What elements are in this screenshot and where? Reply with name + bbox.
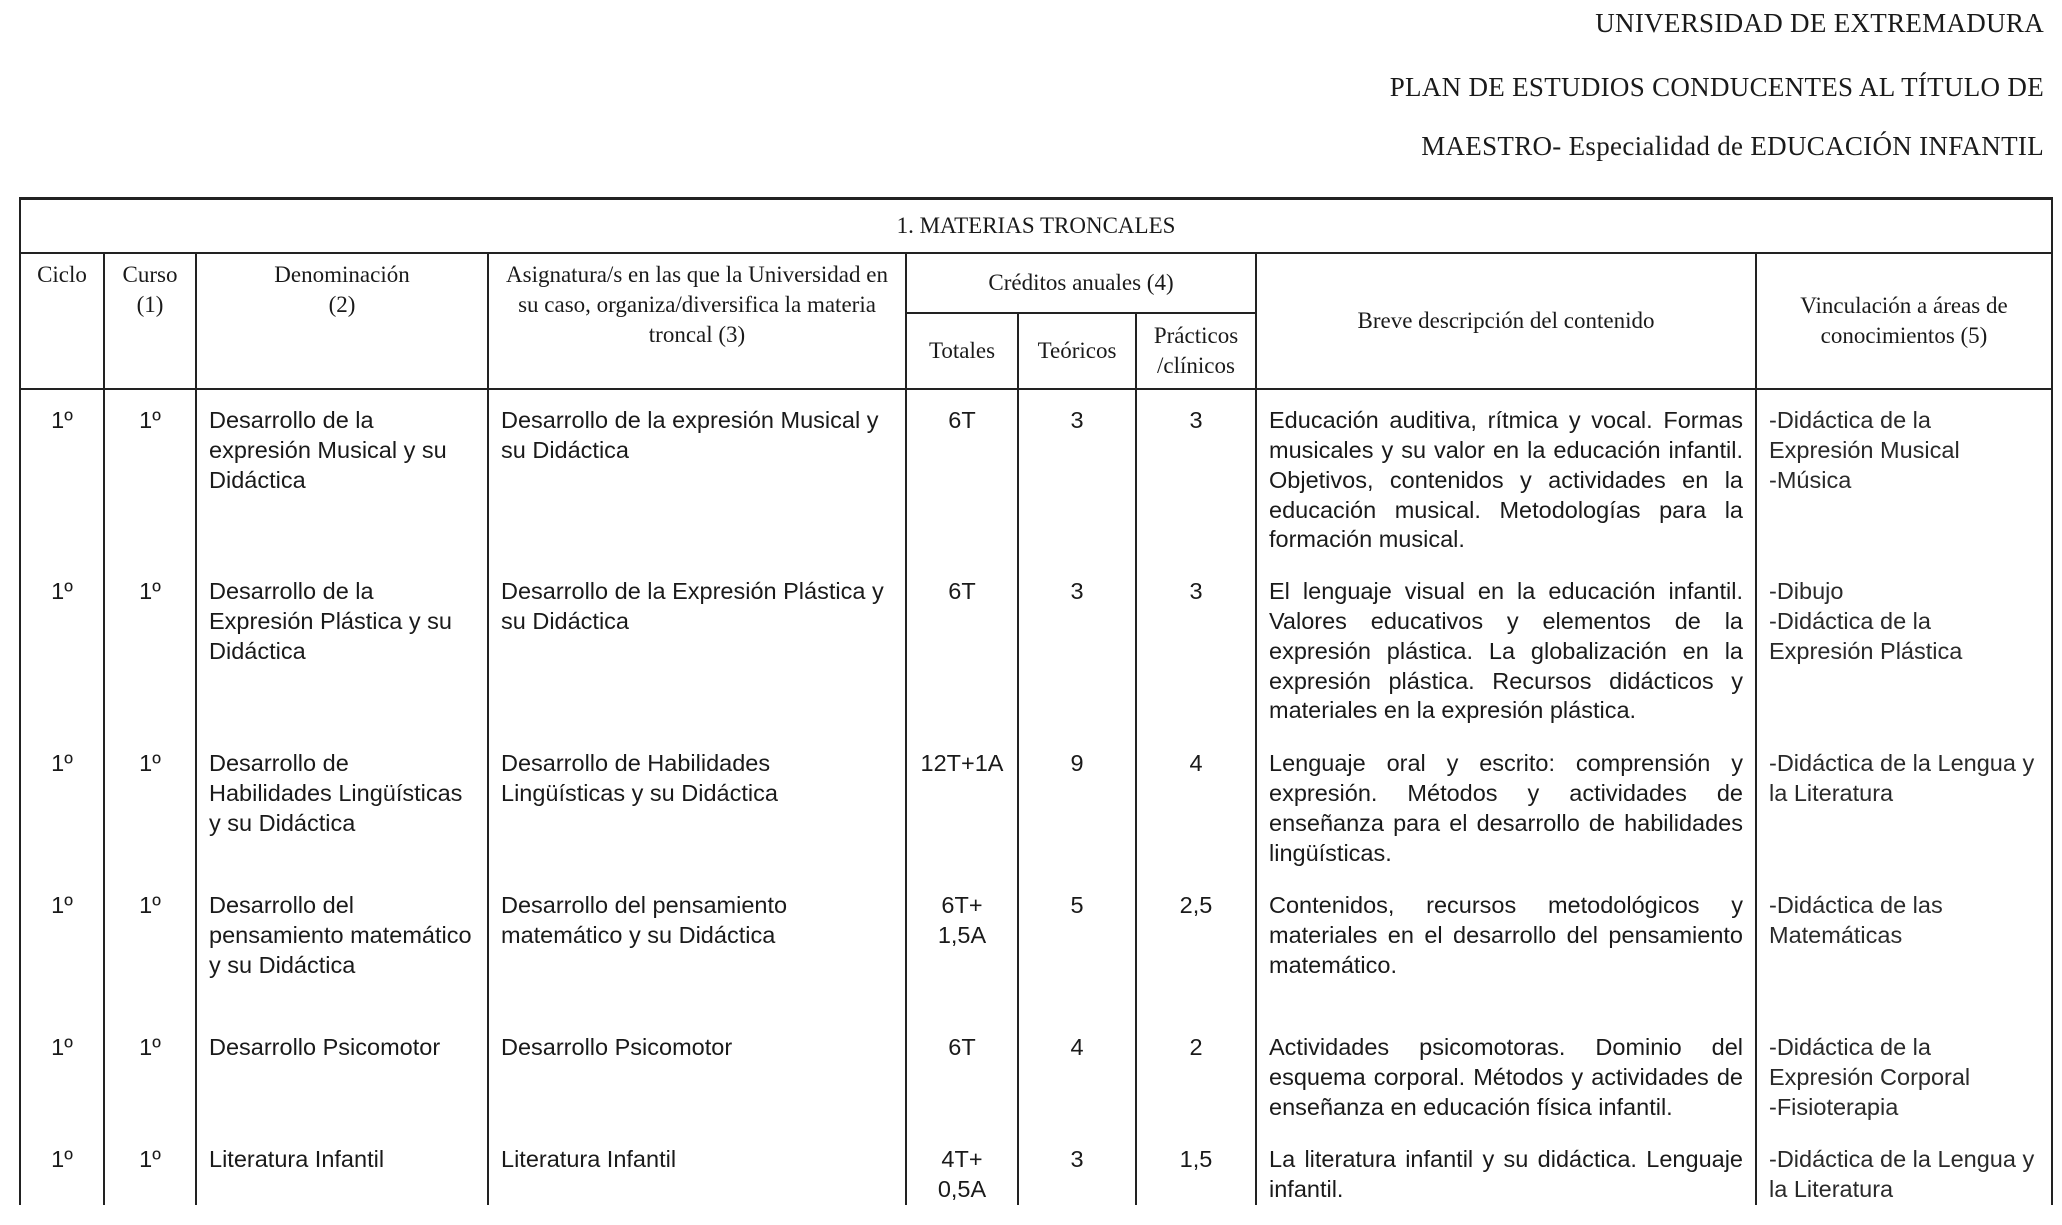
table-title: 1. MATERIAS TRONCALES: [20, 199, 2052, 254]
table-row: [20, 739, 2052, 881]
cell-practicos: 3: [1136, 567, 1256, 739]
cell-totales: 6T: [906, 567, 1018, 739]
cell-ciclo: 1º: [20, 567, 104, 739]
cell-descripcion: Educación auditiva, rítmica y vocal. Formas musicales y su valor en la educación infantil. Objetivos, contenidos y actividades en la educación musical. Metodologías para la formación musical.: [1256, 389, 1756, 567]
cell-ciclo: 1º: [20, 389, 104, 567]
header-specialty: MAESTRO- Especialidad de EDUCACIÓN INFANTIL: [1421, 131, 2044, 161]
cell-curso: 1º: [104, 389, 196, 567]
table-row: [20, 881, 2052, 1023]
col-vinculacion: Vinculación a áreas de conocimientos (5): [1756, 253, 2052, 389]
cell-curso: 1º: [104, 739, 196, 881]
header-plan-title: PLAN DE ESTUDIOS CONDUCENTES AL TÍTULO DE: [1389, 72, 2044, 102]
cell-descripcion: Contenidos, recursos metodológicos y materiales en el desarrollo del pensamiento matemático.: [1256, 881, 1756, 1023]
cell-teoricos: 3: [1018, 389, 1136, 567]
cell-descripcion: La literatura infantil y su didáctica. Lenguaje infantil.: [1256, 1135, 1756, 1205]
col-curso: Curso (1): [104, 253, 196, 389]
cell-vinculacion: -Didáctica de la Expresión Corporal -Fisioterapia: [1756, 1023, 2052, 1135]
cell-ciclo: 1º: [20, 881, 104, 1023]
cell-curso: 1º: [104, 567, 196, 739]
header-university: UNIVERSIDAD DE EXTREMADURA: [1595, 8, 2044, 38]
cell-teoricos: 3: [1018, 567, 1136, 739]
table-row: [20, 1023, 2052, 1135]
col-practicos: Prácticos /clínicos: [1136, 313, 1256, 389]
cell-ciclo: 1º: [20, 1135, 104, 1205]
cell-vinculacion: -Didáctica de la Expresión Musical -Música: [1756, 389, 2052, 567]
cell-practicos: 4: [1136, 739, 1256, 881]
cell-ciclo: 1º: [20, 1023, 104, 1135]
cell-teoricos: 3: [1018, 1135, 1136, 1205]
cell-descripcion: Lenguaje oral y escrito: comprensión y expresión. Métodos y actividades de enseñanza para el desarrollo de habilidades lingüísticas.: [1256, 739, 1756, 881]
cell-practicos: 2,5: [1136, 881, 1256, 1023]
cell-practicos: 1,5: [1136, 1135, 1256, 1205]
cell-asignatura: Desarrollo de la expresión Musical y su Didáctica: [488, 389, 906, 567]
table-row: [20, 1135, 2052, 1205]
cell-curso: 1º: [104, 1023, 196, 1135]
table-row: [20, 567, 2052, 739]
table-row: [20, 389, 2052, 567]
cell-totales: 12T+1A: [906, 739, 1018, 881]
cell-asignatura: Literatura Infantil: [488, 1135, 906, 1205]
cell-denominacion: Desarrollo de Habilidades Lingüísticas y su Didáctica: [196, 739, 488, 881]
cell-totales: 4T+ 0,5A: [906, 1135, 1018, 1205]
cell-denominacion: Desarrollo de la Expresión Plástica y su Didáctica: [196, 567, 488, 739]
cell-teoricos: 9: [1018, 739, 1136, 881]
col-teoricos: Teóricos: [1018, 313, 1136, 389]
cell-vinculacion: -Dibujo -Didáctica de la Expresión Plástica: [1756, 567, 2052, 739]
materias-troncales-table: [19, 197, 2053, 1205]
cell-descripcion: El lenguaje visual en la educación infantil. Valores educativos y elementos de la expresión plástica. La globalización en la expresión plástica. Recursos didácticos y materiales en la expresión plástica.: [1256, 567, 1756, 739]
cell-denominacion: Desarrollo de la expresión Musical y su Didáctica: [196, 389, 488, 567]
col-totales: Totales: [906, 313, 1018, 389]
cell-totales: 6T: [906, 1023, 1018, 1135]
cell-vinculacion: -Didáctica de la Lengua y la Literatura: [1756, 1135, 2052, 1205]
cell-denominacion: Literatura Infantil: [196, 1135, 488, 1205]
cell-denominacion: Desarrollo Psicomotor: [196, 1023, 488, 1135]
cell-ciclo: 1º: [20, 739, 104, 881]
col-ciclo: Ciclo: [20, 253, 104, 389]
cell-asignatura: Desarrollo del pensamiento matemático y su Didáctica: [488, 881, 906, 1023]
cell-totales: 6T: [906, 389, 1018, 567]
cell-teoricos: 5: [1018, 881, 1136, 1023]
cell-curso: 1º: [104, 1135, 196, 1205]
cell-practicos: 3: [1136, 389, 1256, 567]
col-descripcion: Breve descripción del contenido: [1256, 253, 1756, 389]
cell-curso: 1º: [104, 881, 196, 1023]
cell-practicos: 2: [1136, 1023, 1256, 1135]
cell-vinculacion: -Didáctica de las Matemáticas: [1756, 881, 2052, 1023]
cell-vinculacion: -Didáctica de la Lengua y la Literatura: [1756, 739, 2052, 881]
col-denominacion: Denominación (2): [196, 253, 488, 389]
col-creditos: Créditos anuales (4): [906, 253, 1256, 313]
cell-descripcion: Actividades psicomotoras. Dominio del esquema corporal. Métodos y actividades de enseñanza en educación física infantil.: [1256, 1023, 1756, 1135]
cell-asignatura: Desarrollo de Habilidades Lingüísticas y su Didáctica: [488, 739, 906, 881]
cell-asignatura: Desarrollo Psicomotor: [488, 1023, 906, 1135]
cell-totales: 6T+ 1,5A: [906, 881, 1018, 1023]
cell-teoricos: 4: [1018, 1023, 1136, 1135]
col-asignaturas: Asignatura/s en las que la Universidad en su caso, organiza/diversifica la materia troncal (3): [488, 253, 906, 389]
cell-denominacion: Desarrollo del pensamiento matemático y su Didáctica: [196, 881, 488, 1023]
cell-asignatura: Desarrollo de la Expresión Plástica y su Didáctica: [488, 567, 906, 739]
